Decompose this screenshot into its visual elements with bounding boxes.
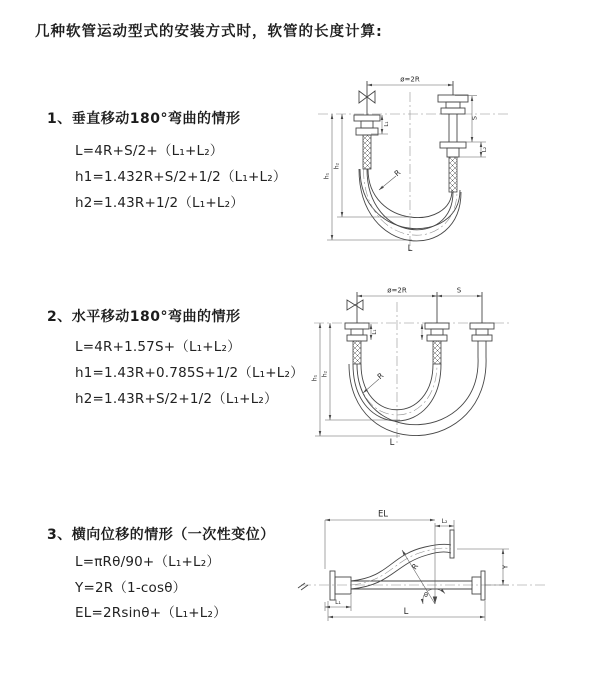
dim-label-l1: L₁ — [372, 329, 378, 335]
dimension-l2 — [458, 142, 488, 157]
length-label: L — [407, 244, 413, 254]
right-lower-end-fitting — [472, 571, 485, 600]
right-end-fitting — [438, 81, 468, 192]
dimension-l1 — [371, 324, 422, 340]
diagram-3-lateral-displacement — [295, 498, 600, 653]
dim-label-el: EL — [377, 509, 389, 520]
dim-label-2r: ø=2R — [387, 286, 407, 295]
section-1-formula-h2: h2=1.43R+1/2（L₁+L₂） — [75, 195, 244, 211]
dim-label-y: Y — [501, 564, 510, 570]
dimension-h1 — [312, 323, 401, 436]
section-3-formula-EL: EL=2Rsinθ+（L₁+L₂） — [75, 605, 227, 621]
length-label: L — [403, 607, 409, 617]
section-3-formula-Y: Y=2R（1-cosθ） — [75, 580, 187, 596]
section-1-formula-h1: h1=1.432R+S/2+1/2（L₁+L₂） — [75, 169, 287, 185]
dimension-l — [328, 601, 485, 621]
valve-icon — [347, 300, 363, 310]
section-2-heading: 2、水平移动180°弯曲的情形 — [47, 309, 241, 325]
dim-label-2r: ø=2R — [400, 75, 420, 84]
dimension-y — [457, 549, 510, 585]
dimension-top-2r — [357, 287, 437, 297]
hose-u-curves — [349, 357, 486, 436]
right-upper-end-fitting — [450, 530, 454, 558]
radius-callout — [379, 168, 402, 190]
center-end-fitting — [425, 292, 449, 364]
dimension-l1 — [371, 115, 390, 134]
dim-label-l1: L₁ — [335, 599, 341, 606]
dim-label-h1: h₁ — [311, 374, 319, 382]
page-title: 几种软管运动型式的安装方式时，软管的长度计算: — [35, 24, 383, 40]
angle-reference-line — [433, 523, 437, 604]
dimension-l2 — [435, 518, 454, 530]
radius-label: R — [392, 167, 403, 179]
dimension-h2 — [322, 323, 401, 420]
section-1-heading: 1、垂直移动180°弯曲的情形 — [47, 111, 241, 127]
right-end-fitting — [470, 292, 494, 357]
length-label: L — [389, 438, 395, 448]
left-end-fitting — [345, 292, 369, 364]
dim-label-h2: h₂ — [333, 162, 341, 170]
section-2-formula-h1: h1=1.43R+0.785S+1/2（L₁+L₂） — [75, 365, 304, 381]
dimension-s — [437, 287, 482, 297]
dimension-el — [325, 510, 435, 570]
dimension-h2 — [334, 114, 413, 217]
section-3-formula-L: L=πRθ/90+（L₁+L₂） — [75, 554, 221, 570]
section-2-formula-h2: h2=1.43R+S/2+1/2（L₁+L₂） — [75, 391, 278, 407]
dimension-l1 — [325, 595, 351, 611]
dim-label-l2: L₂ — [441, 518, 448, 525]
dimension-s — [454, 96, 486, 143]
dim-label-s: S — [470, 115, 479, 121]
dim-label-h2: h₂ — [321, 370, 329, 378]
section-1-formula-L: L=4R+S/2+（L₁+L₂） — [75, 143, 224, 159]
s-curve-hose-position — [351, 544, 451, 589]
dim-label-h1: h₁ — [323, 172, 331, 180]
dim-label-l1: L₁ — [384, 121, 390, 127]
left-end-fitting — [330, 571, 351, 600]
section-2-formula-L: L=4R+1.57S+（L₁+L₂） — [75, 339, 241, 355]
dim-label-l2: L₂ — [482, 146, 488, 153]
section-3-heading: 3、横向位移的情形（一次性变位） — [47, 527, 275, 543]
angle-label: θ — [424, 591, 428, 599]
radius-label: R — [375, 370, 386, 382]
radius-label: R — [409, 561, 421, 572]
dim-label-s: S — [456, 286, 462, 295]
dimension-top-2r — [367, 76, 453, 86]
diagram-1-vertical-movement — [300, 68, 600, 263]
left-end-fitting — [354, 81, 380, 169]
diagram-2-horizontal-movement — [300, 278, 600, 453]
